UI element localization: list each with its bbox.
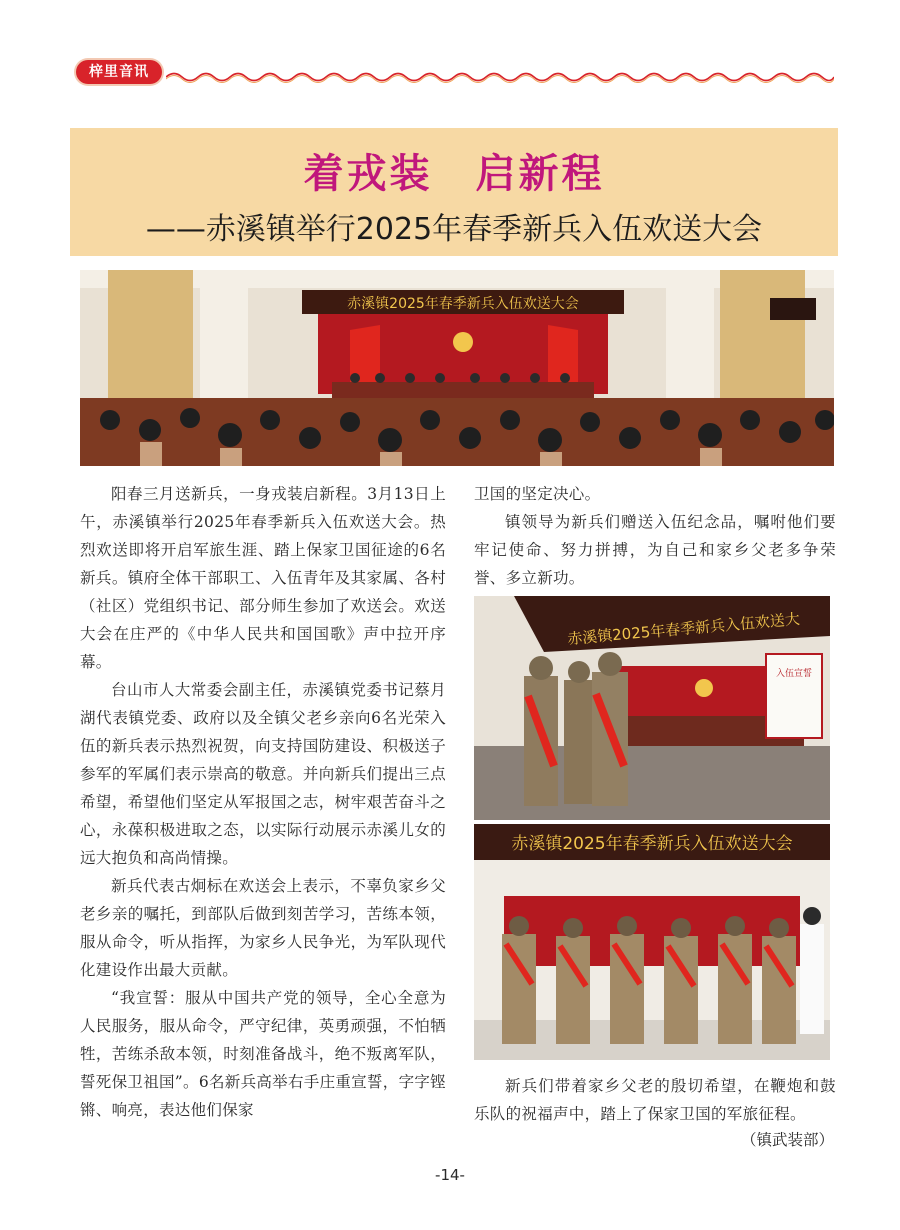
headline-box	[70, 128, 838, 256]
headline-subtitle: ——赤溪镇举行2025年春季新兵入伍欢送大会	[145, 212, 763, 247]
article-paragraph: 台山市人大常委会副主任，赤溪镇党委书记蔡月湖代表镇党委、政府以及全镇父老乡亲向6名光荣入伍的新兵表示热烈祝贺，向支持国防建设、积极送子参军的军属们表示崇高的敬意。并向新兵们提出三点希望，希望他们坚定从军报国之志，树牢艰苦奋斗之心，永葆积极进取之态，以实际行动展示赤溪儿女的远大抱负和高尚情操。	[80, 681, 446, 867]
article-paragraph: 阳春三月送新兵，一身戎装启新程。3月13日上午，赤溪镇举行2025年春季新兵入伍欢送大会。热烈欢送即将开启军旅生涯、踏上保家卫国征途的6名新兵。镇府全体干部职工、入伍青年及其家属、各村（社区）党组织书记、部分师生参加了欢送会。欢送大会在庄严的《中华人民共和国国歌》声中拉开序幕。	[80, 485, 446, 671]
article-continuation: 卫国的坚定决心。	[474, 485, 601, 503]
photo-banner-text: 赤溪镇2025年春季新兵入伍欢送大会	[511, 834, 793, 854]
photo-meeting-hall	[80, 270, 834, 466]
column-badge: 梓里音讯	[76, 60, 162, 84]
photo-banner-text: 赤溪镇2025年春季新兵入伍欢送大会	[347, 296, 579, 312]
article-paragraph: “我宣誓：服从中国共产党的领导，全心全意为人民服务，服从命令，严守纪律，英勇顽强，不怕牺牲，苦练杀敌本领，时刻准备战斗，绝不叛离军队，誓死保卫祖国”。6名新兵高举右手庄重宣誓，字字铿锵、响亮，表达他们保家	[80, 989, 446, 1119]
photo-banner-text: 赤溪镇2025年春季新兵入伍欢送大	[566, 609, 801, 649]
article-left-column	[80, 480, 446, 1124]
headline-title: 着戎装 启新程	[303, 151, 605, 197]
decorative-wave-divider	[166, 70, 834, 84]
board-text: 入伍宣誓	[775, 669, 813, 679]
page-number: -14-	[435, 1166, 465, 1184]
article-right-column	[474, 480, 836, 592]
article-signature: （镇武装部）	[740, 1131, 834, 1149]
photo-group	[474, 824, 830, 1060]
article-right-closing	[474, 1072, 836, 1128]
article-paragraph: 新兵们带着家乡父老的殷切希望，在鞭炮和鼓乐队的祝福声中，踏上了保家卫国的军旅征程。	[474, 1077, 836, 1123]
article-paragraph: 新兵代表古炯标在欢送会上表示，不辜负家乡父老乡亲的嘱托，到部队后做到刻苦学习，苦练本领，服从命令，听从指挥，为家乡人民争光，为军队现代化建设作出最大贡献。	[80, 877, 446, 979]
article-paragraph: 镇领导为新兵们赠送入伍纪念品，嘱咐他们要牢记使命、努力拼搏，为自己和家乡父老多争荣誉、多立新功。	[474, 513, 836, 587]
photo-oath-ceremony	[474, 596, 830, 820]
